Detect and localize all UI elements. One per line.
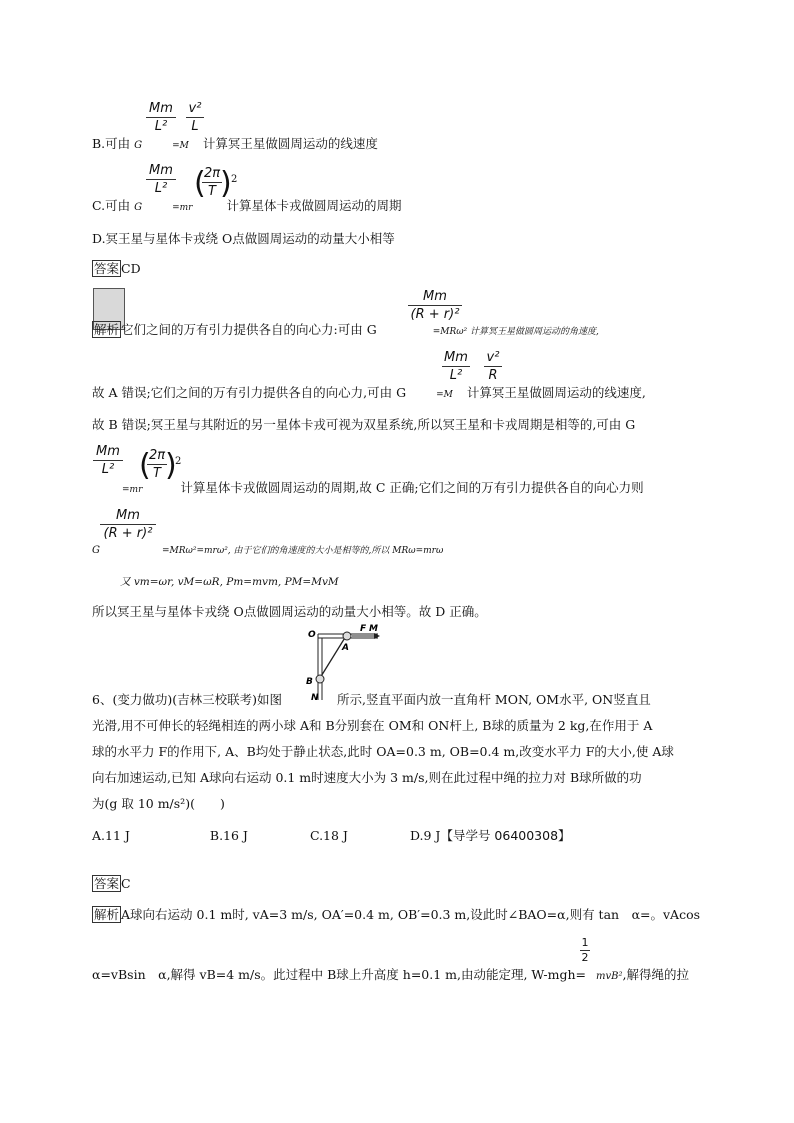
- analysis-2-fraction-half: 1 2: [581, 936, 589, 964]
- q6-line-4: 向右加速运动,已知 A球向右运动 0.1 m时速度大小为 3 m/s,则在此过程中绳的拉力对 B球所做的功: [92, 770, 642, 785]
- option-b: B.可由 G =M 计算冥王星做圆周运动的线速度: [92, 136, 378, 151]
- answer-2: [92, 874, 131, 892]
- analysis-l2-fraction-mm: Mm L²: [442, 350, 470, 385]
- opt-c-right-paren: ): [220, 166, 232, 201]
- q6-reference: 【导学号 06400308】: [440, 828, 571, 843]
- opt-b-fraction-mm-l2: Mm L²: [146, 101, 176, 136]
- q6-option-b: B.16 J: [209, 828, 248, 843]
- ball-b: [316, 675, 324, 683]
- q6-line-3: 球的水平力 F的作用下, A、B均处于静止状态,此时 OA=0.3 m, OB=0.4 m,改变水平力 F的大小,使 A球: [92, 744, 674, 759]
- analysis-l4-fraction-2pi-t: 2π T: [148, 448, 166, 481]
- analysis-1-line-3: 故 B 错误;冥王星与其附近的另一星体卡戎可视为双星系统,所以冥王星和卡戎周期是相等的,可由 G: [92, 417, 636, 432]
- analysis-1-line-7: 所以冥王星与星体卡戎绕 O点做圆周运动的动量大小相等。故 D 正确。: [92, 604, 487, 619]
- opt-c-exponent: 2: [231, 174, 238, 185]
- q6-options: [92, 826, 571, 844]
- q6-line-2: 光滑,用不可伸长的轻绳相连的两小球 A和 B分别套在 OM和 ON杆上, B球的质量为 2 kg,在作用于 A: [92, 718, 653, 733]
- answer-value: CD: [121, 261, 141, 276]
- answer-2-value: C: [121, 876, 131, 891]
- analysis-1-line-2: 故 A 错误;它们之间的万有引力提供各自的向心力,可由 G =M 计算冥王星做圆周运动的线速度,: [92, 385, 646, 400]
- q6-line-5: 为(g 取 10 m/s²)( ): [92, 796, 225, 811]
- opt-c-left-paren: (: [194, 166, 206, 201]
- q6-option-d: D.9 J: [409, 828, 441, 843]
- label-f: F: [360, 624, 367, 634]
- label-b: B: [306, 677, 313, 687]
- analysis-1-line-5: G =MRω²=mrω², 由于它们的角速度的大小是相等的,所以 MRω=mrω: [92, 545, 444, 556]
- option-d: D.冥王星与星体卡戎绕 O点做圆周运动的动量大小相等: [92, 231, 395, 246]
- analysis-2-line-2: α=vBsin α,解得 vB=4 m/s。此过程中 B球上升高度 h=0.1 m,由动能定理, W-mgh= mvB²,解得绳的拉: [92, 967, 689, 982]
- analysis-2-line-1: 解析 A球向右运动 0.1 m时, vA=3 m/s, OA′=0.4 m, OB′=0.3 m,设此时∠BAO=α,则有 tan α=。vAcos: [94, 907, 701, 922]
- analysis-l4-right-paren: ): [165, 448, 177, 483]
- analysis-1-line-1: 解析 它们之间的万有引力提供各自的向心力:可由 G =MRω² 计算冥王星做圆周运动的角速度,: [94, 322, 599, 337]
- analysis-label: 解析: [94, 322, 120, 337]
- answer-label: 答案: [94, 261, 120, 276]
- opt-c-fraction-mm-l2: Mm L²: [146, 163, 176, 198]
- analysis-l1-fraction: Mm (R + r)²: [408, 289, 462, 324]
- analysis-l4-exponent: 2: [175, 456, 182, 467]
- q6-option-c: C.18 J: [309, 828, 348, 843]
- q6-line-1: 6、(变力做功)(吉林三校联考)如图 所示,竖直平面内放一直角杆 MON, OM水平, ON竖直且: [92, 692, 651, 707]
- analysis-l4-fraction-mm: Mm L²: [93, 444, 123, 479]
- q6-option-a: A.11 J: [92, 828, 130, 843]
- ball-a: [343, 632, 351, 640]
- opt-c-fraction-2pi-t: 2π T: [203, 166, 221, 199]
- analysis-1-line-4: =mr 计算星体卡戎做圆周运动的周期,故 C 正确;它们之间的万有引力提供各自的向心力则: [122, 480, 644, 495]
- label-a: A: [342, 643, 349, 653]
- opt-b-fraction-v2-l: v² L: [186, 101, 204, 136]
- answer-2-label: 答案: [94, 876, 120, 891]
- analysis-1-line-6: 又 vm=ωr, vM=ωR, Pm=mvm, PM=MvM: [120, 576, 339, 588]
- analysis-l2-fraction-v2: v² R: [484, 350, 502, 385]
- label-n: N: [311, 693, 319, 703]
- analysis-l4-left-paren: (: [139, 448, 151, 483]
- label-m: M: [369, 624, 378, 634]
- analysis-l5-fraction: Mm (R + r)²: [100, 508, 156, 543]
- analysis-2-label: 解析: [94, 907, 120, 922]
- answer-1: [92, 259, 141, 277]
- label-o: O: [308, 630, 316, 640]
- option-c: C.可由 G =mr 计算星体卡戎做圆周运动的周期: [92, 198, 402, 213]
